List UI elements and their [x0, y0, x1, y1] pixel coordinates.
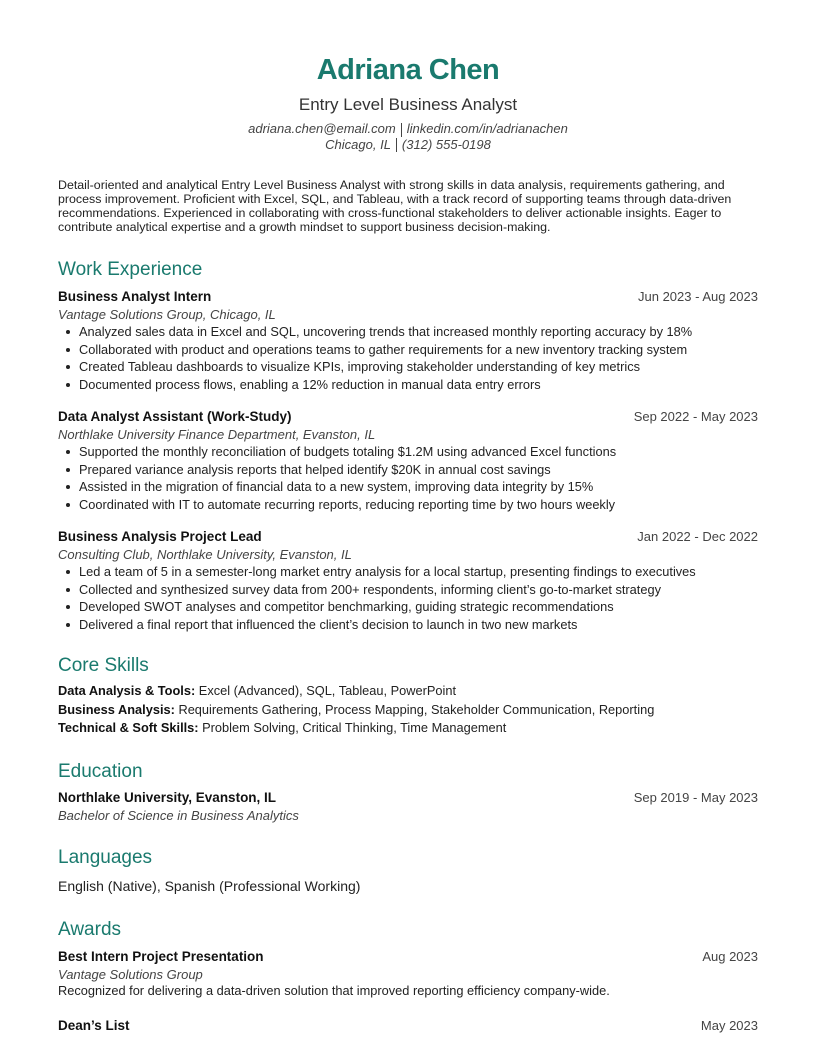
job-organization: Consulting Club, Northlake University, Evanston, IL	[58, 547, 352, 563]
job-date: Sep 2022 - May 2023	[633, 409, 758, 425]
core-skills-section	[58, 654, 758, 738]
contact-line-2	[58, 137, 758, 153]
candidate-name: Adriana Chen	[316, 54, 500, 86]
bullet-item: Led a team of 5 in a semester-long market entry analysis for a local startup, presenting findings to executives	[79, 563, 758, 581]
candidate-role: Entry Level Business Analyst	[298, 95, 518, 114]
award-header	[58, 948, 758, 966]
education-date: Sep 2019 - May 2023	[633, 789, 758, 805]
languages-text: English (Native), Spanish (Professional Working)	[58, 877, 361, 894]
bullet-item: Supported the monthly reconciliation of budgets totaling $1.2M using advanced Excel functions	[79, 443, 758, 461]
award-title: Dean’s List	[58, 1017, 130, 1033]
professional-summary: Detail-oriented and analytical Entry Level Business Analyst with strong skills in data analysis, requirements gathering, and process improvement. Proficient with Excel, SQL, and Tableau, with a track record of supporting teams through data-driven recommendations. Experienced in collaborating with cross-functional stakeholders to deliver actionable insights. Eager to contribute analytical expertise and a growth mindset to support business decision-making.	[58, 178, 732, 235]
skill-value: Problem Solving, Critical Thinking, Time Management	[198, 720, 507, 736]
skill-label: Technical & Soft Skills:	[58, 720, 199, 736]
job-bullets	[58, 563, 758, 633]
bullet-item: Prepared variance analysis reports that helped identify $20K in annual cost savings	[79, 461, 758, 479]
resume-header	[58, 0, 758, 152]
job-header	[58, 528, 758, 546]
degree-text: Bachelor of Science in Business Analytics	[58, 807, 299, 823]
education-section	[58, 760, 758, 824]
contact-divider	[401, 123, 402, 137]
section-title-languages: Languages	[58, 846, 153, 868]
award-header	[58, 1017, 758, 1035]
skill-label: Data Analysis & Tools:	[58, 683, 196, 699]
job-entry	[58, 528, 758, 633]
resume-page	[58, 0, 758, 1035]
phone-text: (312) 555-0198	[401, 136, 491, 152]
contact-line-1	[58, 121, 758, 137]
work-experience-section	[58, 258, 758, 633]
linkedin-text: linkedin.com/in/adrianachen	[406, 121, 568, 136]
section-title-work: Work Experience	[58, 259, 203, 281]
award-entry	[58, 1017, 758, 1035]
location-text: Chicago, IL	[325, 136, 391, 152]
bullet-item: Collaborated with product and operations teams to gather requirements for a new inventory tracking system	[79, 341, 758, 359]
job-bullets	[58, 323, 758, 393]
skill-value: Requirements Gathering, Process Mapping, Stakeholder Communication, Reporting	[174, 701, 655, 717]
bullet-item: Assisted in the migration of financial data to a new system, improving data integrity by 15%	[79, 478, 758, 496]
email-text: adriana.chen@email.com	[248, 121, 396, 136]
job-header	[58, 288, 758, 306]
skill-label: Business Analysis:	[58, 701, 175, 717]
award-organization: Vantage Solutions Group	[58, 966, 203, 982]
bullet-item: Analyzed sales data in Excel and SQL, uncovering trends that increased monthly reporting accuracy by 18%	[79, 323, 758, 341]
school-name: Northlake University, Evanston, IL	[58, 789, 277, 805]
languages-section	[58, 846, 758, 895]
section-title-skills: Core Skills	[58, 655, 149, 677]
bullet-item: Documented process flows, enabling a 12% reduction in manual data entry errors	[79, 376, 758, 394]
skill-row	[58, 682, 758, 701]
section-title-awards: Awards	[58, 918, 122, 940]
bullet-item: Collected and synthesized survey data from 200+ respondents, informing client’s go-to-market strategy	[79, 581, 758, 599]
contact-info	[58, 121, 758, 152]
job-title: Business Analysis Project Lead	[58, 529, 262, 545]
job-organization: Northlake University Finance Department, Evanston, IL	[58, 427, 376, 443]
award-description: Recognized for delivering a data-driven solution that improved reporting efficiency company-wide.	[58, 982, 610, 998]
bullet-item: Created Tableau dashboards to visualize KPIs, improving stakeholder understanding of key metrics	[79, 358, 758, 376]
job-title: Business Analyst Intern	[58, 289, 212, 305]
contact-divider	[396, 138, 397, 152]
skill-row	[58, 719, 758, 738]
education-header	[58, 789, 758, 807]
job-header	[58, 408, 758, 426]
skills-list	[58, 682, 758, 738]
skill-value: Excel (Advanced), SQL, Tableau, PowerPoint	[195, 683, 457, 699]
award-title: Best Intern Project Presentation	[58, 948, 264, 964]
award-date: May 2023	[700, 1017, 758, 1033]
education-entry	[58, 789, 758, 824]
job-date: Jun 2023 - Aug 2023	[638, 289, 758, 305]
job-date: Jan 2022 - Dec 2022	[637, 529, 758, 545]
job-bullets	[58, 443, 758, 513]
award-entry	[58, 948, 758, 999]
bullet-item: Coordinated with IT to automate recurring reports, reducing reporting time by two hours weekly	[79, 496, 758, 514]
job-title: Data Analyst Assistant (Work-Study)	[58, 409, 292, 425]
award-date: Aug 2023	[702, 948, 758, 964]
bullet-item: Developed SWOT analyses and competitor benchmarking, guiding strategic recommendations	[79, 598, 758, 616]
job-entry	[58, 408, 758, 513]
bullet-item: Delivered a final report that influenced the client’s decision to launch in two new markets	[79, 616, 758, 634]
section-title-education: Education	[58, 760, 143, 782]
skill-row	[58, 701, 758, 720]
awards-section	[58, 918, 758, 1035]
job-organization: Vantage Solutions Group, Chicago, IL	[58, 307, 276, 323]
job-entry	[58, 288, 758, 393]
